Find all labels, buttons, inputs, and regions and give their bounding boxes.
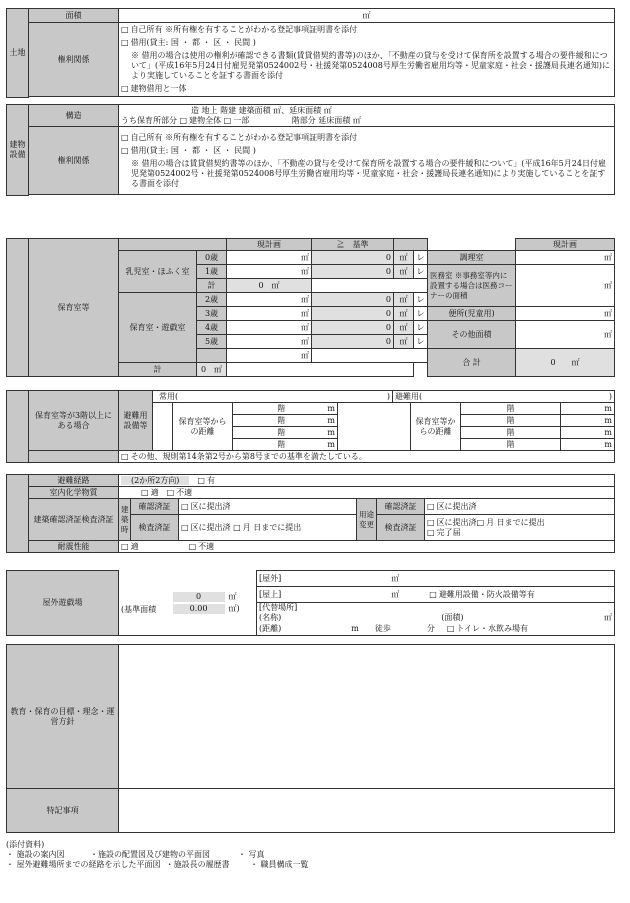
build-confirm-label: 確認済証 xyxy=(131,499,179,515)
use-floor-3[interactable]: 階 xyxy=(461,427,561,439)
age-3-plan[interactable]: ㎡ xyxy=(227,307,312,321)
attachments xyxy=(6,840,309,870)
evac-label: 保育室等が3階以上にある場合 xyxy=(29,391,119,451)
play-total-label: 計 xyxy=(119,363,197,377)
infant-total-label: 計 xyxy=(197,279,227,293)
extra-blank xyxy=(312,349,428,363)
play-alt-name-row: (名称) (面積) ㎡ xyxy=(257,613,615,623)
age-1-std: 0 xyxy=(312,265,394,279)
building-lease-note: ※ 借用の場合は賃貸借契約書等のほか、「不動産の貸与を受けて保育所を設置する場合の要件緩和について」(平成16年5月24日付雇児発第0524002号・社援発第0524008号厚生労働省雇用均等・児童家庭・社会・援護局長連名通知)により実施していることを証する書面を添付 xyxy=(131,158,606,188)
age-1-plan[interactable]: ㎡ xyxy=(227,265,312,279)
age-0-check: レ xyxy=(414,251,428,265)
age-4-plan[interactable]: ㎡ xyxy=(227,321,312,335)
infant-total-blank xyxy=(312,279,428,293)
building-lease-checkbox[interactable]: □ 借用(貸主: 国 ・ 都 ・ 区 ・ 民間 ) xyxy=(121,146,612,156)
policy-field[interactable] xyxy=(119,645,615,789)
play-room-label: 保育室・遊戯室 xyxy=(119,293,197,363)
age-0-plan[interactable]: ㎡ xyxy=(227,251,312,265)
evac-table xyxy=(6,390,615,463)
structure-line2: うち保育所部分 □ 建物全体 □ 一部 階部分 延床面積 ㎡ xyxy=(121,116,612,126)
structure-label: 構造 xyxy=(29,105,119,127)
age-5-check: レ xyxy=(414,335,428,349)
structure-cell xyxy=(119,105,615,127)
roof-equipment-checkbox[interactable]: □ 避難用設備・防火設備等有 xyxy=(429,590,535,599)
misc-section-spacer xyxy=(7,475,29,553)
build-inspect-cell: □ 区に提出済 □ 月 日までに提出 xyxy=(179,515,357,541)
other-val[interactable]: ㎡ xyxy=(516,321,615,349)
use-meter-4[interactable]: m xyxy=(561,439,615,451)
normal-distance-label: 保育室等からの距離 xyxy=(173,403,233,451)
land-rights-label: 権利関係 xyxy=(29,23,119,97)
use-distance-label: 保育室等からの距離 xyxy=(411,403,461,451)
chem-cell xyxy=(119,487,615,499)
age-3-label: 3歳 xyxy=(197,307,227,321)
land-rights-cell xyxy=(119,23,615,97)
change-inspect-label: 検査済証 xyxy=(377,515,425,541)
extra-plan[interactable]: ㎡ xyxy=(227,349,312,363)
quake-ok-checkbox[interactable]: □ 適 xyxy=(121,542,139,551)
use-floor-1[interactable]: 階 xyxy=(461,403,561,415)
build-inspect-label: 検査済証 xyxy=(131,515,179,541)
play-std-values xyxy=(171,571,227,636)
building-section-label: 建物設備 xyxy=(7,105,29,196)
toilet-label: 便所(児童用) xyxy=(428,307,516,321)
change-inspect-checkbox[interactable]: □ 区に提出済 xyxy=(427,518,477,527)
age-3-std: 0 xyxy=(312,307,394,321)
attach-line2: ・ 屋外避難場所までの経路を示した平面図 ・施設長の履歴書 ・ 職員構成一覧 xyxy=(6,860,309,869)
col-std: ≧ 基準 xyxy=(312,239,394,251)
age-4-unit: ㎡ xyxy=(394,321,414,335)
toilet-val[interactable]: ㎡ xyxy=(516,307,615,321)
sum-label: 合 計 xyxy=(428,349,516,377)
evac-normal-field[interactable]: 常用( ) xyxy=(153,391,393,403)
age-5-unit: ㎡ xyxy=(394,335,414,349)
structure-whole-checkbox[interactable]: □ 建物全体 xyxy=(180,116,222,125)
land-building-lease-checkbox[interactable]: □ 建物借用と一体 xyxy=(121,84,612,94)
evac-facility-label: 避難用設備等 xyxy=(119,391,153,451)
play-std-val1: 0 xyxy=(173,592,225,602)
change-done-checkbox[interactable]: □ 完了届 xyxy=(427,528,612,538)
quake-label: 耐震性能 xyxy=(29,541,119,553)
normal-floor-2[interactable]: 階 m xyxy=(233,415,338,427)
evac-use-field[interactable]: 避難用( ) xyxy=(393,391,615,403)
building-table xyxy=(6,104,615,196)
play-outside-cell: [屋外] ㎡ xyxy=(257,571,615,587)
chem-label: 室内化学物質 xyxy=(29,487,119,499)
change-inspect-cell: □ 区に提出済□ 月 日までに提出 □ 完了届 xyxy=(425,515,615,541)
kitchen-label: 調理室 xyxy=(428,251,516,265)
age-0-std: 0 xyxy=(312,251,394,265)
medical-val[interactable]: ㎡ xyxy=(516,265,615,307)
age-5-label: 5歳 xyxy=(197,335,227,349)
quake-ng-checkbox[interactable]: □ 不適 xyxy=(189,542,215,551)
play-std-units: ㎡ ㎡) xyxy=(227,571,257,636)
normal-floor-3[interactable]: 階 m xyxy=(233,427,338,439)
age-2-unit: ㎡ xyxy=(394,293,414,307)
age-3-unit: ㎡ xyxy=(394,307,414,321)
age-4-label: 4歳 xyxy=(197,321,227,335)
rooms-section-spacer xyxy=(7,239,29,377)
change-inspect-month-checkbox[interactable]: □ 月 xyxy=(477,518,495,527)
route-label: 避難経路 xyxy=(29,475,119,487)
route-has-checkbox[interactable]: □ 有 xyxy=(197,476,215,485)
play-std-label: (基準面積 xyxy=(119,571,171,636)
building-rights-cell xyxy=(119,127,615,195)
play-total-val: 0 ㎡ xyxy=(197,363,227,377)
evac-other-checkbox[interactable]: □ その他、規則第14条第2号から第8号までの基準を満たしている。 xyxy=(119,451,615,463)
age-2-check: レ xyxy=(414,293,428,307)
age-4-check: レ xyxy=(414,321,428,335)
structure-line1: 造 地上 階建 建築面積 ㎡、延床面積 ㎡ xyxy=(191,105,332,115)
land-area-label: 面積 xyxy=(29,9,119,23)
quake-cell xyxy=(119,541,615,553)
age-2-label: 2歳 xyxy=(197,293,227,307)
play-alt-label: [代替場所] xyxy=(257,603,615,614)
play-total-blank xyxy=(227,363,414,377)
building-own-checkbox[interactable]: □ 自己所有 ※所有権を有することがわかる登記事項証明書を添付 xyxy=(121,133,612,143)
alt-toilet-checkbox[interactable]: □ トイレ・水飲み場有 xyxy=(447,624,528,633)
medical-label: 医務室 ※事務室等内に設置する場合は医務コーナーの面積 xyxy=(428,265,516,307)
policy-label: 教育・保育の目標・理念・運営方針 xyxy=(7,645,119,789)
land-lease-note: ※ 借用の場合は使用の権利が確認できる書類(賃貸借契約書等)のほか、「不動産の貸与を受けて保育所を設置する場合の要件緩和について」(平成16年5月24日付雇児発第0524002号・社援発第0524008号厚生労働省雇用均等・児童家庭・社会・援護局長連名通知)により実施していることを証する書面を添付 xyxy=(131,51,610,80)
use-floor-4[interactable]: 階 xyxy=(461,439,561,451)
building-rights-label: 権利関係 xyxy=(29,127,119,195)
attach-title: (添付資料) xyxy=(6,840,45,849)
build-inspect-checkbox[interactable]: □ 区に提出済 xyxy=(181,523,231,532)
play-alt-dist-row: (距離) m 徒歩 分□ トイレ・水飲み場有 xyxy=(257,623,615,635)
play-table xyxy=(6,570,615,636)
build-confirm-checkbox[interactable]: □ 区に提出済 xyxy=(179,499,357,515)
route-cell xyxy=(119,475,615,487)
rooms-label: 保育室等 xyxy=(29,239,119,377)
attach-line1: ・ 施設の案内図 ・施設の配置図及び建物の平面図 ・ 写真 xyxy=(6,850,265,859)
kitchen-val[interactable]: ㎡ xyxy=(516,251,615,265)
land-own-checkbox[interactable]: □ 自己所有 ※所有権を有することがわかる登記事項証明書を添付 xyxy=(121,25,612,35)
age-1-label: 1歳 xyxy=(197,265,227,279)
play-std-val2: 0.00 xyxy=(173,604,225,614)
evac-section-spacer xyxy=(7,391,29,463)
play-roof-cell: [屋上] ㎡□ 避難用設備・防火設備等有 xyxy=(257,587,615,603)
col-plan: 現計画 xyxy=(227,239,312,251)
land-section-label: 土地 xyxy=(7,9,29,98)
structure-part-checkbox[interactable]: □ 一部 xyxy=(224,116,250,125)
use-meter-3[interactable]: m xyxy=(561,427,615,439)
age-5-plan[interactable]: ㎡ xyxy=(227,335,312,349)
age-1-check: レ xyxy=(414,265,428,279)
age-2-std: 0 xyxy=(312,293,394,307)
normal-floor-1[interactable]: 階 m xyxy=(233,403,338,415)
right-col-plan: 現計画 xyxy=(516,239,615,251)
age-4-std: 0 xyxy=(312,321,394,335)
policy-table xyxy=(6,644,615,833)
permit-label: 建築確認済証検査済証 xyxy=(29,499,119,541)
use-floor-2[interactable]: 階 xyxy=(461,415,561,427)
age-3-check: レ xyxy=(414,307,428,321)
normal-floor-4[interactable]: 階 m xyxy=(233,439,338,451)
age-5-std: 0 xyxy=(312,335,394,349)
other-label: その他面積 xyxy=(428,321,516,349)
age-0-unit: ㎡ xyxy=(394,251,414,265)
notes-field[interactable] xyxy=(119,789,615,833)
facility-form-table xyxy=(6,8,615,98)
infant-total-val: 0 ㎡ xyxy=(227,279,312,293)
age-2-plan[interactable]: ㎡ xyxy=(227,293,312,307)
chem-ng-checkbox[interactable]: □ 不適 xyxy=(167,488,193,497)
use-meter-2[interactable]: m xyxy=(561,415,615,427)
route-value: (2か所2方向) xyxy=(121,476,189,485)
misc-table xyxy=(6,474,615,553)
infant-room-label: 乳児室・ほふく室 xyxy=(119,251,197,293)
age-1-unit: ㎡ xyxy=(394,265,414,279)
build-inspect-month-checkbox[interactable]: □ 月 xyxy=(233,523,251,532)
land-area-unit[interactable]: ㎡ xyxy=(119,9,615,23)
play-label: 屋外遊戯場 xyxy=(7,571,119,636)
permit-change-label: 用途変更 xyxy=(357,499,377,541)
age-0-label: 0歳 xyxy=(197,251,227,265)
notes-label: 特記事項 xyxy=(7,789,119,833)
land-lease-checkbox[interactable]: □ 借用(貸主: 国 ・ 都 ・ 区 ・ 民間 ) xyxy=(121,38,612,48)
change-confirm-checkbox[interactable]: □ 区に提出済 xyxy=(425,499,615,515)
use-meter-1[interactable]: m xyxy=(561,403,615,415)
permit-build-label: 建築時 xyxy=(119,499,131,541)
chem-ok-checkbox[interactable]: □ 適 xyxy=(141,488,159,497)
change-confirm-label: 確認済証 xyxy=(377,499,425,515)
rooms-table xyxy=(6,238,615,377)
sum-val: 0 ㎡ xyxy=(516,349,615,377)
